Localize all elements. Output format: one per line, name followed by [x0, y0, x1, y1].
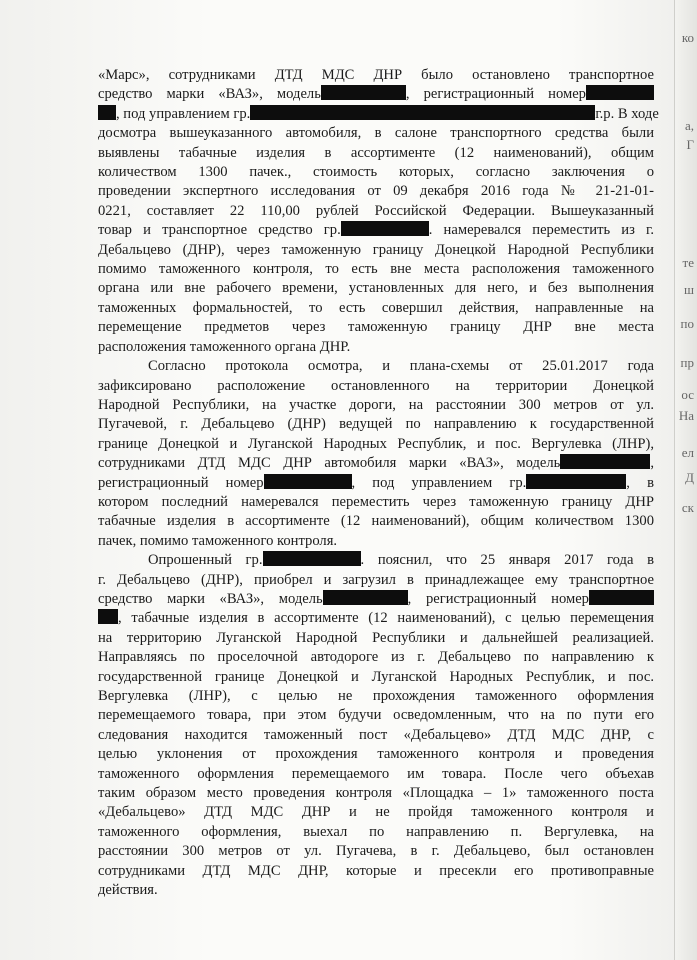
- text-line: [98, 765, 654, 784]
- text-run: Опрошенный гр.: [148, 552, 263, 569]
- text-line: [98, 745, 654, 764]
- margin-fragment: Ha: [678, 408, 694, 423]
- text-run: Дебальцево (ДНР), через таможенную границу Донецкой Народной Республики: [98, 241, 654, 258]
- text-line: [98, 803, 654, 822]
- text-run: на территорию Луганской Народной Республики и дальнейшей реализацией.: [98, 629, 654, 646]
- text-run: . намеревался переместить из г.: [428, 222, 654, 239]
- text-run: выявлены табачные изделия в ассортименте (12 наименований), общим: [98, 144, 654, 161]
- text-run: органа или вне рабочего времени, установленных для него, и без выполнения: [98, 280, 654, 297]
- text-line: [98, 299, 654, 318]
- text-line: [98, 474, 654, 493]
- text-line: [98, 105, 659, 124]
- text-run: перемещаемого товара, при этом будучи осведомленным, что на по пути его: [98, 707, 654, 724]
- text-line: [98, 881, 654, 900]
- text-run: , регистрационный номер: [407, 590, 589, 607]
- text-run: Народной Республики, на участке дороги, на расстоянии 300 метров от ул.: [98, 396, 654, 413]
- text-run: следования находится таможенный пост «Дебальцево» ДТД МДС ДНР, с: [98, 726, 654, 743]
- text-line: [98, 338, 654, 357]
- text-run: целью уклонения от прохождения таможенного контроля и проведения: [98, 746, 654, 763]
- text-line: [98, 260, 654, 279]
- margin-fragment: по: [680, 316, 694, 331]
- margin-fragment: а,: [684, 118, 694, 133]
- text-run: таможенного оформления, выехал по направлению п. Вергулевка, на: [98, 823, 654, 840]
- text-line: [98, 279, 654, 298]
- text-line: [98, 687, 654, 706]
- text-run: ,: [650, 455, 654, 472]
- text-line: [98, 512, 654, 531]
- text-run: сотрудниками ДТД МДС ДНР, которые и пресекли его противоправные: [98, 862, 654, 879]
- text-run: перемещение предметов через таможенную границу ДНР вне места: [98, 319, 654, 336]
- text-line: [98, 202, 654, 221]
- text-run: 0221, составляет 22 110,00 рублей Российской Федерации. Вышеуказанный: [98, 202, 654, 219]
- text-run: товар и транспортное средство гр.: [98, 222, 341, 239]
- redaction-block: [321, 85, 406, 100]
- text-run: табачные изделия в ассортименте (12 наименований), общим количеством 1300: [98, 513, 654, 530]
- text-line: [98, 648, 654, 667]
- text-line: [98, 124, 654, 143]
- text-run: котором последний намеревался переместить через таможенную границу ДНР: [98, 493, 654, 510]
- text-run: , в: [626, 474, 654, 491]
- text-run: пачек, помимо таможенного контроля.: [98, 532, 338, 549]
- text-line: [98, 551, 654, 570]
- text-line: [98, 221, 654, 240]
- redaction-block: [98, 609, 118, 624]
- text-line: [98, 241, 654, 260]
- margin-fragment: ко: [681, 30, 694, 45]
- text-run: . пояснил, что 25 января 2017 года в: [360, 552, 654, 569]
- text-run: Согласно протокола осмотра, и плана-схемы от 25.01.2017 года: [148, 358, 654, 375]
- text-line: [98, 668, 654, 687]
- text-run: государственной границе Донецкой и Луганской Народных Республик, и пос.: [98, 668, 654, 685]
- text-line: [98, 415, 654, 434]
- text-line: [98, 571, 654, 590]
- text-line: [98, 396, 654, 415]
- margin-fragment: пр: [680, 355, 694, 370]
- redaction-block: [526, 474, 626, 489]
- text-run: количеством 1300 пачек., стоимость которых, согласно заключения о: [98, 164, 654, 181]
- text-run: , под управлением гр.: [116, 105, 251, 122]
- redaction-block: [250, 105, 595, 120]
- text-run: «Марс», сотрудниками ДТД МДС ДНР было остановлено транспортное: [98, 67, 654, 83]
- redaction-block: [98, 105, 116, 120]
- text-line: [98, 590, 654, 609]
- margin-fragment: Д: [685, 470, 694, 485]
- redaction-block: [589, 590, 654, 605]
- text-line: [98, 493, 654, 512]
- text-run: помимо таможенного контроля, то есть вне места расположения таможенного: [98, 261, 654, 278]
- text-line: [98, 85, 654, 104]
- redaction-block: [586, 85, 654, 100]
- text-run: Вергулевка (ЛНР), с целью не прохождения таможенного оформления: [98, 688, 654, 704]
- text-line: [98, 66, 654, 85]
- text-line: [98, 862, 654, 881]
- text-run: «Дебальцево» ДТД МДС ДНР и не пройдя таможенного контроля и: [98, 804, 654, 821]
- text-run: таким образом место проведения контроля «Площадка – 1» таможенного поста: [98, 785, 654, 802]
- text-line: [98, 629, 654, 648]
- margin-fragment: ос: [681, 387, 694, 402]
- margin-fragment: Г: [686, 137, 694, 152]
- redaction-block: [341, 221, 429, 236]
- text-run: средство марки «ВАЗ», модель: [98, 86, 321, 103]
- redaction-block: [560, 454, 650, 469]
- text-run: , табачные изделия в ассортименте (12 наименований), с целью перемещения: [118, 610, 654, 627]
- text-run: г. Дебальцево (ДНР), приобрел и загрузил в принадлежащее ему транспортное: [98, 571, 654, 588]
- margin-fragment: ш: [683, 282, 694, 297]
- text-line: [98, 842, 654, 861]
- text-line: [98, 532, 654, 551]
- text-line: [98, 163, 654, 182]
- document-body: [98, 66, 659, 900]
- text-line: [98, 609, 654, 628]
- text-line: [98, 377, 654, 396]
- text-line: [98, 435, 654, 454]
- text-line: [98, 706, 654, 725]
- text-run: границе Донецкой и Луганской Народных Республик, и пос. Вергулевка (ЛНР),: [98, 435, 654, 452]
- text-line: [98, 726, 654, 745]
- text-run: расположения таможенного органа ДНР.: [98, 338, 351, 355]
- redaction-block: [323, 590, 408, 605]
- text-run: средство марки «ВАЗ», модель: [98, 590, 323, 607]
- text-run: таможенного оформления перемещаемого им товара. После чего объехав: [98, 765, 654, 782]
- text-line: [98, 182, 654, 201]
- text-run: действия.: [98, 882, 158, 899]
- text-line: [98, 823, 654, 842]
- text-line: [98, 784, 654, 803]
- text-run: , под управлением гр.: [351, 474, 527, 491]
- text-line: [98, 454, 654, 473]
- text-run: проведении экспертного исследования от 09 декабря 2016 года № 21-21-01-: [98, 183, 654, 200]
- text-line: [98, 318, 654, 337]
- text-run: досмотра вышеуказанного автомобиля, в салоне транспортного средства были: [98, 125, 654, 142]
- adjacent-page-edge: [674, 0, 697, 960]
- margin-fragment: те: [682, 255, 694, 270]
- text-run: сотрудниками ДТД МДС ДНР автомобиля марки «ВАЗ», модель: [98, 455, 561, 472]
- text-line: [98, 357, 654, 376]
- text-run: регистрационный номер: [98, 474, 264, 491]
- redaction-block: [264, 474, 352, 489]
- margin-fragment: ел: [681, 445, 694, 460]
- redaction-block: [263, 551, 361, 566]
- text-run: г.р. В ходе: [595, 105, 659, 122]
- margin-fragment: ск: [681, 500, 694, 515]
- text-run: , регистрационный номер: [405, 86, 586, 103]
- text-run: расстоянии 300 метров от ул. Пугачева, в г. Дебальцево, был остановлен: [98, 843, 654, 860]
- text-run: Направляясь по проселочной автодороге из г. Дебальцево по направлению к: [98, 649, 654, 666]
- text-run: Пугачевой, г. Дебальцево (ДНР) ведущей по направлению к государственной: [98, 416, 654, 433]
- text-run: таможенных формальностей, то есть совершил действия, направленные на: [98, 299, 654, 316]
- text-line: [98, 144, 654, 163]
- text-run: зафиксировано расположение остановленного на территории Донецкой: [98, 377, 654, 394]
